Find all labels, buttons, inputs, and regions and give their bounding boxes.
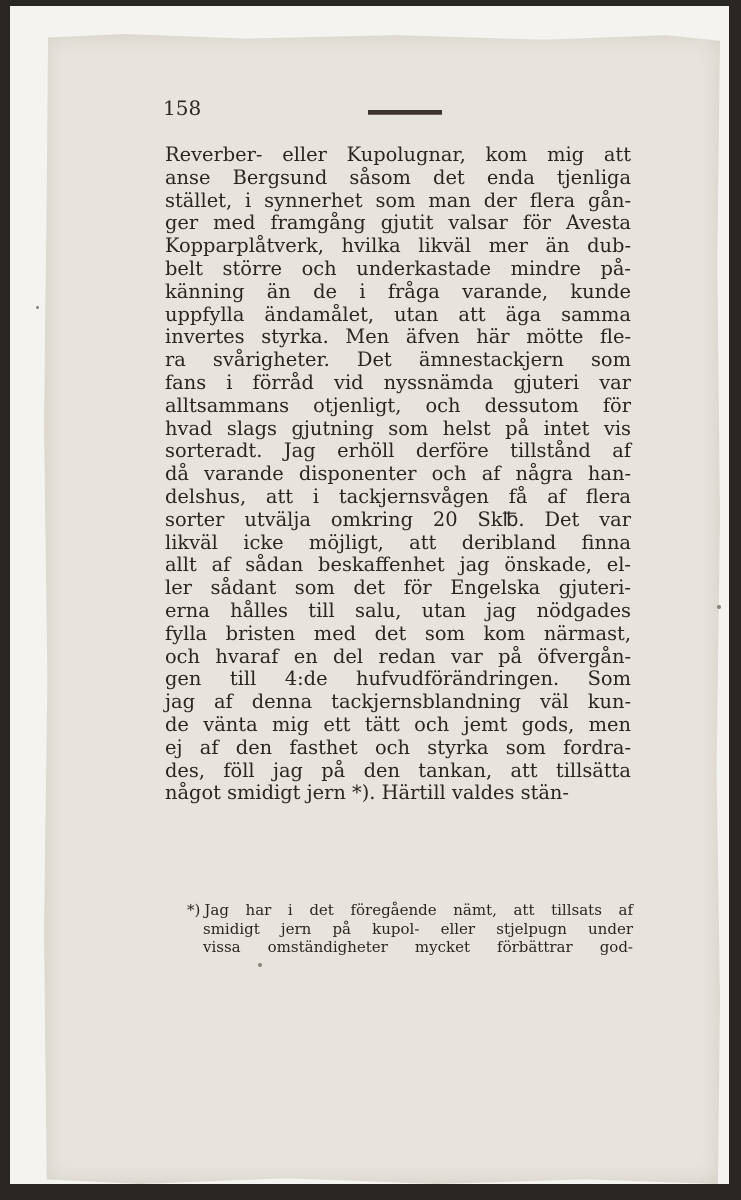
page-number: 158 [163,96,202,120]
text-line: sorteradt. Jag erhöll derföre tillstånd af [165,439,631,463]
footnote-text: Jag har i det föregående nämt, att tillsats af [204,901,633,919]
footnote-marker: *) [187,901,201,919]
text-line: Reverber- eller Kupolugnar, kom mig att [165,143,631,166]
paper-speck [258,963,262,967]
text-line: delshus, att i tackjernsvågen få af flera [165,484,631,508]
paper-speck [717,605,721,609]
text-line: likväl icke möjligt, att deribland finna [165,530,631,554]
text-line: belt större och underkastade mindre på- [165,256,631,280]
text-line: något smidigt jern *). Härtill valdes stän- [165,781,569,805]
text-line: gen till 4:de hufvudförändringen. Som [165,667,631,691]
text-line: des, föll jag på den tankan, att tillsätta [165,758,631,782]
text-line: då varande disponenter och af några han- [165,462,631,486]
footnote-line [187,901,633,920]
text-line: erna hålles till salu, utan jag nödgades [165,598,631,622]
footnote-line: vissa omständigheter mycket förbättrar god- [203,938,633,957]
footnote-line: smidigt jern på kupol- eller stjelpugn under [203,919,633,938]
text-line: Kopparplåtverk, hvilka likväl mer än dub- [165,234,631,258]
text-line: uppfylla ändamålet, utan att äga samma [165,302,631,326]
footnote [187,901,633,957]
text-line: sorter utvälja omkring 20 Sk℔. Det var [165,507,631,531]
paper-speck [36,306,39,309]
text-line: fylla bristen med det som kom närmast, [165,621,631,645]
text-line: anse Bergsund såsom det enda tjenliga [165,165,631,189]
text-line: invertes styrka. Men äfven här mötte fle- [165,325,631,349]
text-line: jag af denna tackjernsblandning väl kun- [165,690,631,714]
body-text [165,144,631,805]
text-line: ej af den fasthet och styrka som fordra- [165,735,631,759]
text-line: allt af sådan beskaffenhet jag önskade, el- [165,553,631,577]
text-line: hvad slags gjutning som helst på intet vis [165,416,631,440]
text-line: de vänta mig ett tätt och jemt gods, men [165,712,631,736]
text-line: ger med framgång gjutit valsar för Avesta [165,211,631,235]
text-line: stället, i synnerhet som man der flera gån- [165,188,631,212]
text-line: ra svårigheter. Det ämnestackjern som [165,348,631,372]
header-rule [368,110,442,115]
text-line: ler sådant som det för Engelska gjuteri- [165,576,631,600]
text-line: och hvaraf en del redan var på öfvergån- [165,644,631,668]
text-line: fans i förråd vid nyssnämda gjuteri var [165,370,631,394]
text-line: alltsammans otjenligt, och dessutom för [165,393,631,417]
text-line: känning än de i fråga varande, kunde [165,279,631,303]
